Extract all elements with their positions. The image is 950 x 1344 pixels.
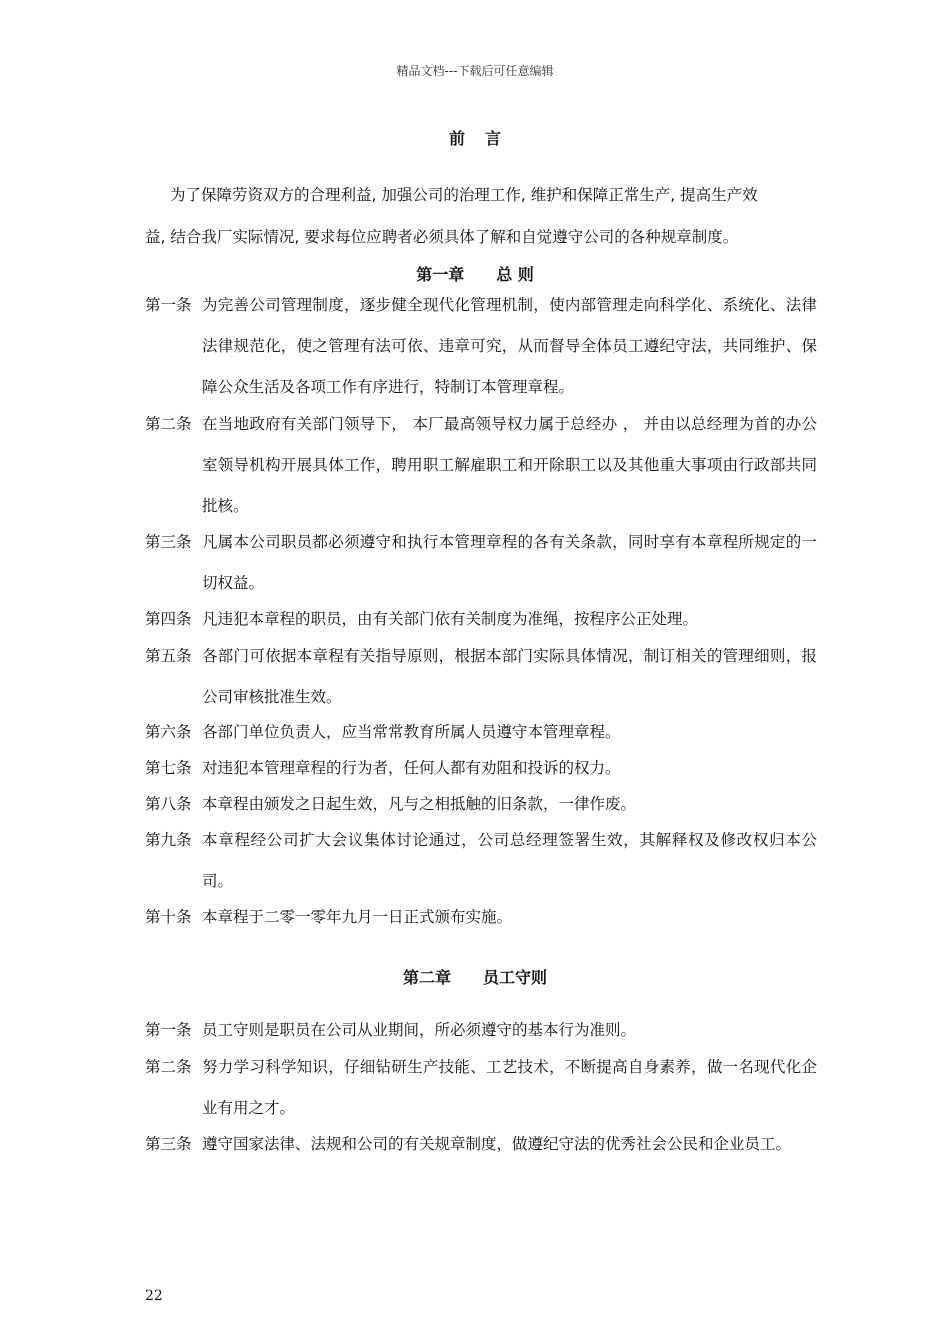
preface-line-1: 为了保障劳资双方的合理利益, 加强公司的治理工作, 维护和保障正常生产, 提高生产效 xyxy=(170,186,758,204)
chapter-1-article-4 xyxy=(145,599,825,640)
article-number: 第九条 xyxy=(145,831,192,849)
article-number: 第一条 xyxy=(145,296,192,314)
article-number: 第五条 xyxy=(145,647,192,665)
chapter-1-article-3 xyxy=(145,522,825,604)
article-number: 第三条 xyxy=(145,533,192,551)
article-text: 员工守则是职员在公司从业期间，所必须遵守的基本行为准则。 xyxy=(202,1021,637,1039)
article-number: 第六条 xyxy=(145,723,192,741)
chapter-2-article-2 xyxy=(145,1047,825,1129)
chapter-1-article-1 xyxy=(145,285,825,408)
article-number: 第三条 xyxy=(145,1135,192,1153)
chapter-1-article-8 xyxy=(145,784,825,825)
page-header: 精品文档---下载后可任意编辑 xyxy=(396,64,554,78)
chapter-1-article-5 xyxy=(145,636,825,718)
chapter-2-article-3 xyxy=(145,1124,825,1165)
chapter-2-article-1 xyxy=(145,1010,825,1051)
chapter-2-title: 第二章 员工守则 xyxy=(402,968,547,987)
preface-title: 前言 xyxy=(448,129,521,148)
chapter-1-article-2 xyxy=(145,404,825,527)
article-number: 第十条 xyxy=(145,908,192,926)
article-number: 第四条 xyxy=(145,610,192,628)
chapter-1-article-9 xyxy=(145,820,825,902)
article-number: 第二条 xyxy=(145,415,192,433)
page-number: 22 xyxy=(145,1288,163,1304)
article-text: 各部门单位负责人，应当常常教育所属人员遵守本管理章程。 xyxy=(202,723,621,741)
article-text: 遵守国家法律、法规和公司的有关规章制度，做遵纪守法的优秀社会公民和企业员工。 xyxy=(202,1135,792,1153)
article-number: 第七条 xyxy=(145,759,192,777)
preface-line-2: 益, 结合我厂实际情况, 要求每位应聘者必须具体了解和自觉遵守公司的各种规章制度。 xyxy=(145,228,739,246)
chapter-1-article-7 xyxy=(145,748,825,789)
article-text: 凡违犯本章程的职员，由有关部门依有关制度为准绳，按程序公正处理。 xyxy=(202,610,699,628)
article-text: 各部门可依据本章程有关指导原则，根据本部门实际具体情况，制订相关的管理细则，报公司审核批准生效。 xyxy=(202,647,817,706)
article-text: 为完善公司管理制度，逐步健全现代化管理机制，使内部管理走向科学化、系统化、法律法律规范化，使之管理有法可依、违章可究，从而督导全体员工遵纪守法，共同维护、保障公众生活及各项工作有序进行，特制订本管理章程。 xyxy=(202,296,817,396)
article-number: 第八条 xyxy=(145,795,192,813)
article-text: 本章程由颁发之日起生效，凡与之相抵触的旧条款，一律作废。 xyxy=(202,795,637,813)
article-number: 第一条 xyxy=(145,1021,192,1039)
chapter-1-article-10 xyxy=(145,897,825,938)
article-text: 凡属本公司职员都必须遵守和执行本管理章程的各有关条款，同时享有本章程所规定的一切权益。 xyxy=(202,533,817,592)
chapter-1-title: 第一章 总 则 xyxy=(416,265,534,284)
article-text: 本章程经公司扩大会议集体讨论通过，公司总经理签署生效，其解释权及修改权归本公司。 xyxy=(202,831,817,890)
article-text: 本章程于二零一零年九月一日正式颁布实施。 xyxy=(202,908,513,926)
article-text: 努力学习科学知识，仔细钻研生产技能、工艺技术，不断提高自身素养，做一名现代化企业有用之才。 xyxy=(202,1058,817,1117)
article-number: 第二条 xyxy=(145,1058,192,1076)
article-text: 对违犯本管理章程的行为者，任何人都有劝阻和投诉的权力。 xyxy=(202,759,621,777)
chapter-1-article-6 xyxy=(145,712,825,753)
article-text: 在当地政府有关部门领导下， 本厂最高领导权力属于总经办 ， 并由以总经理为首的办公室领导机构开展具体工作，聘用职工解雇职工和开除职工以及其他重大事项由行政部共同批核。 xyxy=(202,415,817,515)
